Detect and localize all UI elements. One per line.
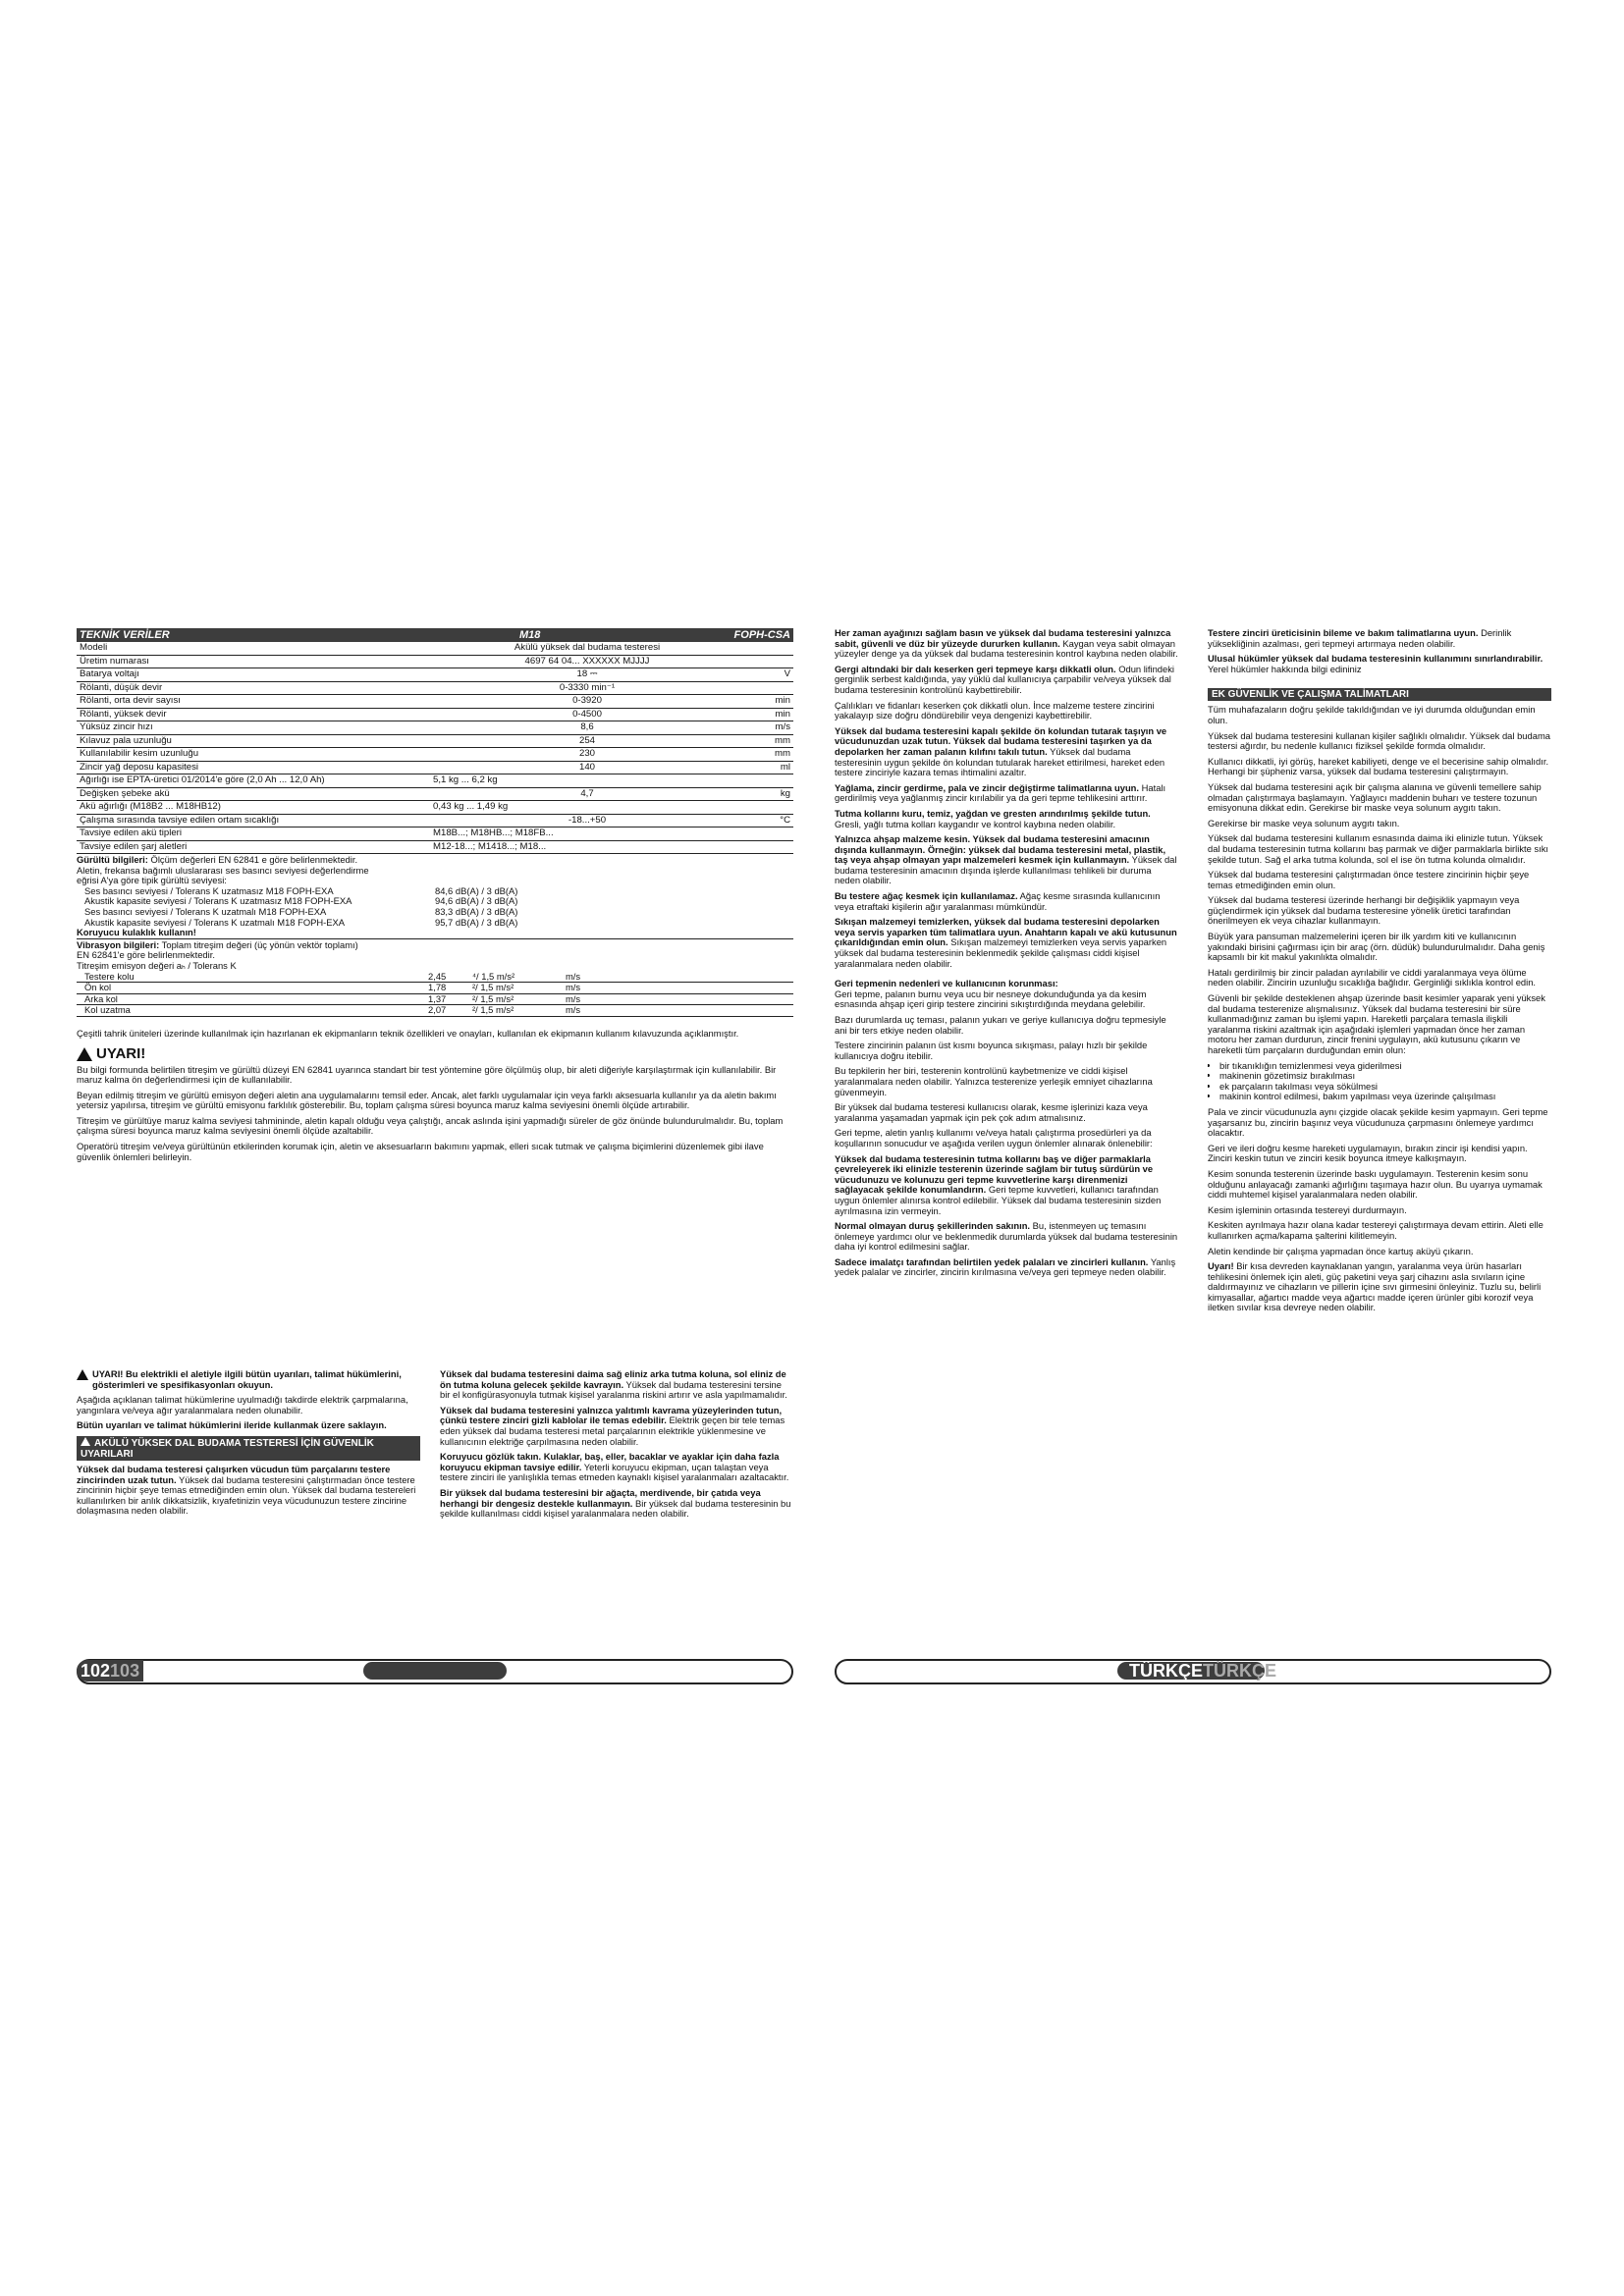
right-a-p7-bold: Yalnızca ahşap malzeme kesin. Yüksek dal budama testeresini amacının dışında kullanmayın. Örneğin: yüksek dal budama testeresini metal, plastik, taş veya ahşap olmayan yapı malzemeleri kesmek için kullanmayın. [835, 833, 1166, 866]
spec-label: Kullanılabilir kesim uzunluğu [80, 748, 199, 759]
right-b-p3: Tüm muhafazaların doğru şekilde takıldığından ve iyi durumda olduğundan emin olun. [1208, 704, 1536, 725]
left-footer [77, 1659, 793, 1684]
vibration-value: 1,37 [428, 992, 447, 1004]
list-item: • makinenin gözetimsiz bırakılması [1219, 1071, 1551, 1082]
right-a-p2-text: Odun lifindeki gerginlik serbest kaldığında, yay yüklü dal kullanıcıya çarpabilir ve/veya yüksek dal budama testeresinin kontrolünü kaybettirebilir. [835, 663, 1174, 695]
left-b-p4-text: Bir yüksek dal budama testeresinin bu şekilde kullanılması ciddi kişisel yaralanmalara neden olabilir. [440, 1497, 791, 1520]
spec-value: 0-3330 min⁻¹ [559, 681, 616, 693]
right-a-p11-text: Bazı durumlarda uç teması, palanın yukarı ve geriye kullanıcıya doğru tepmesiyle ani bir ters etkiye neden olabilir. [835, 1014, 1166, 1036]
warning-p1: Bu bilgi formunda belirtilen titreşim ve gürültü düzeyi EN 62841 uyarınca standart bir test yöntemine göre ölçülmüş olup, bir aleti diğeriyle karşılaştırmak için kullanılabilir. Bir maruz kalma ön değerlendirmesi için de kullanılabilir. [77, 1063, 777, 1086]
right-b-p19: Aletin kendinde bir çalışma yapmadan önce kartuş aküyü çıkarın. [1208, 1245, 1474, 1256]
spec-unit: min [775, 695, 790, 706]
right-a-p10-text: Geri tepme, palanın burnu veya ucu bir nesneye dokunduğunda ya da kesim esnasında ahşap içeri girip testere zincirini sıkıştırdığında meydana gelebilir. [835, 988, 1147, 1010]
right-b-p13: Güvenli bir şekilde desteklenen ahşap üzerinde basit kesimler yaparak yeni yüksek dal budama testerenize alışmalısınız. Yüksek dal budama testeresini bir süre kullanmadığınız zaman bu işlemi yapın. Hareketli parçalara temasla ilişkili yaralanma riskini azaltmak için aşağıdaki işlemleri yapmadan önce her zaman motoru her zaman durdurun, zincir frenini uygulayın, akü kutusunu çıkarın ve hareketli tüm parçaların durduğundan emin olun: [1208, 992, 1545, 1055]
vibration-label: Testere kolu [84, 970, 135, 982]
right-b-p17: Kesim işleminin ortasında testereyi durdurmayın. [1208, 1203, 1407, 1215]
spec-row [77, 815, 793, 828]
left-page [77, 628, 793, 1708]
spec-unit: °C [780, 814, 790, 826]
spec-label: Rölanti, düşük devir [80, 681, 163, 693]
warning-p4: Operatörü titreşim ve/veya gürültünün etkilerinden korumak için, aletin ve aksesuarların bakımını yapmak, elleri sıcak tutmak ve çalışma biçimlerini düzenlemek gibi ilave güvenlik önlemleri belirleyin. [77, 1141, 764, 1162]
vibration-tolerance: ²/ 1,5 m/s² [472, 992, 514, 1004]
left-b-p1-text: Yüksek dal budama testeresini tersine bir el konfigürasyonuyla tutmak kişisel yaralanma riskini artırır ve asla yapılmamalıdır. [440, 1378, 787, 1401]
noise-value: 94,6 dB(A) / 3 dB(A) [435, 895, 518, 907]
spec-row [77, 774, 793, 788]
left-column-b [440, 1369, 793, 1524]
warning-triangle-icon [77, 1369, 88, 1380]
spec-label: Zincir yağ deposu kapasitesi [80, 761, 199, 773]
right-b-p16: Kesim sonunda testerenin üzerinde baskı uygulamayın. Testerenin kesim sonu olduğunu anlayacağı zamanki ağırlığını taşımaya hazır olun. Bu uyarıya uymamak ciddi muhtemel kişisel yaralanmalara neden olabilir. [1208, 1167, 1543, 1201]
left-b-p3-text: Yeterli koruyucu ekipman, uçan talaştan veya testere zinciri ile yanlışlıkla temas etmeden kaynaklı kişisel yaralanmaları azaltacaktır. [440, 1461, 789, 1483]
right-a-p7-text: Yüksek dal budama testeresinin amacının dışında işlerde kullanılması tehlikeli bir duruma neden olabilir. [835, 854, 1177, 886]
noise-label: Ses basıncı seviyesi / Tolerans K uzatmasız M18 FOPH-EXA [84, 885, 334, 896]
vibration-unit: m/s [566, 982, 581, 993]
left-b-p4-bold: Bir yüksek dal budama testeresini bir ağaçta, merdivende, bir çatıda veya herhangi bir dengesiz destekle kullanmayın. [440, 1486, 761, 1509]
warning-triangle-icon [81, 1437, 90, 1446]
spec-unit: kg [780, 787, 790, 799]
noise-block [77, 855, 793, 1040]
spec-unit: ml [780, 761, 790, 773]
spec-header-variant: FOPH-CSA [733, 629, 790, 641]
vibration-text: Titreşim emisyon değeri aₕ / Tolerans K [77, 959, 237, 971]
spec-unit [741, 801, 793, 814]
vibration-unit: m/s [566, 992, 581, 1004]
right-b-p2-bold: Ulusal hükümler yüksek dal budama testeresinin kullanımını sınırlandırabilir. [1208, 653, 1543, 665]
spec-value: 0-4500 [572, 708, 602, 720]
spec-row [77, 788, 793, 802]
language-label-secondary: TÜRKÇE [1203, 1661, 1276, 1681]
general-warning-text: Aşağıda açıklanan talimat hükümlerine uyulmadığı takdirde elektrik çarpmalarına, yangınlara ve/veya ağır yaralanmalara neden olunabilir. [77, 1394, 408, 1415]
vibration-row [77, 1005, 793, 1017]
vibration-value: 1,78 [428, 982, 447, 993]
spec-row [77, 801, 793, 815]
right-b-p12: Hatalı gerdirilmiş bir zincir paladan ayrılabilir ve ciddi yaralanmaya veya ölüme neden olabilir. Zincirin uzunluğu sıcaklığa bağlıdır. Gerginliği sıklıkla kontrol edin. [1208, 966, 1537, 988]
right-b-p10: Yüksek dal budama testeresi üzerinde herhangi bir değişiklik yapmayın veya güçlendirmek için yüksek dal budama testeresine yönelik üretici tarafından önerilmeyen ek veya cihazlar kullanmayın. [1208, 894, 1520, 927]
safety-section-title: AKÜLÜ YÜKSEK DAL BUDAMA TESTERESİ İÇİN GÜVENLİK UYARILARI [81, 1437, 374, 1460]
spec-value: 4,7 [580, 787, 594, 799]
spec-header-title: TEKNİK VERİLER [80, 629, 170, 641]
spec-label: Akü ağırlığı (M18B2 ... M18HB12) [80, 801, 221, 812]
spec-unit [741, 774, 793, 787]
spec-unit: min [775, 708, 790, 720]
language-label-primary: TÜRKÇE [1129, 1661, 1203, 1681]
spec-label: Rölanti, orta devir sayısı [80, 695, 181, 706]
spec-label: Tavsiye edilen akü tipleri [80, 828, 182, 838]
noise-label: Ses basıncı seviyesi / Tolerans K uzatmalı M18 FOPH-EXA [84, 906, 327, 917]
vibration-unit: m/s [566, 970, 581, 982]
accessory-note: Çeşitli tahrik üniteleri üzerinde kullanılmak için hazırlanan ek ekipmanların teknik özellikleri ve onayları, kullanılan ek ekipmanın kullanım kılavuzunda açıklanmıştır. [77, 1027, 739, 1039]
spec-value: -18...+50 [568, 814, 607, 826]
spec-row [77, 642, 793, 656]
warning-p2: Beyan edilmiş titreşim ve gürültü emisyon değeri aletin ana uygulamalarını temsil eder. Ancak, alet farklı uygulamalar için veya farklı aksesuarla kullanılır ya da aletin bakımı yetersiz yapılırsa, titreşim ve gürültü emisyonu farklılık gösterebilir. Bu, toplam çalışma süresi boyunca maruz kalma seviyesini önemli ölçüde artırabilir. [77, 1089, 777, 1111]
general-warning-bold: UYARI! Bu elektrikli el aletiyle ilgili bütün uyarıları, talimat hükümlerini, gösterimleri ve spesifikasyonları okuyun. [92, 1369, 402, 1390]
bullet-list [1208, 1061, 1551, 1102]
noise-title: Gürültü bilgileri: [77, 854, 148, 865]
vibration-label: Ön kol [84, 982, 112, 993]
noise-row [77, 907, 793, 918]
spec-label: Değişken şebeke akü [80, 787, 170, 799]
spec-row [77, 721, 793, 735]
spec-row [77, 841, 793, 855]
vibration-intro: Toplam titreşim değeri (üç yönün vektör toplamı) EN 62841'e göre belirlenmektedir. [77, 938, 358, 961]
vibration-label: Kol uzatma [84, 1004, 131, 1016]
right-b-p18: Keskiten ayrılmaya hazır olana kadar testereyi çalıştırmaya devam ettirin. Aleti elle kullanırken açma/kapama şalterini kilitlemeyin. [1208, 1219, 1543, 1241]
noise-value: 83,3 dB(A) / 3 dB(A) [435, 905, 518, 917]
right-a-p8-text: Ağaç kesme sırasında kullanıcının veya etraftaki kişilerin ağır yaralanması mümkündür. [835, 890, 1161, 912]
spec-value: 0,43 kg ... 1,49 kg [433, 801, 509, 812]
spec-row [77, 656, 793, 669]
spec-row [77, 748, 793, 762]
right-a-p6-text: Gresli, yağlı tutma kolları kaygandır ve kontrol kaybına neden olabilir. [835, 818, 1116, 829]
right-a-p1-text: Kaygan veya sabit olmayan yüzeyler denge ya da yüksek dal budama testeresinin kontrol kaybına neden olabilir. [835, 637, 1178, 660]
noise-label: Akustik kapasite seviyesi / Tolerans K uzatmalı M18 FOPH-EXA [84, 917, 346, 928]
right-b-p5: Kullanıcı dikkatli, iyi görüş, hareket kabiliyeti, denge ve el becerisine sahip olmalıdır. Herhangi bir şüpheniz varsa, yüksek dal budama testeresini çalıştırmayın. [1208, 755, 1549, 777]
extra-safety-section-bar [1208, 688, 1551, 701]
noise-intro: Ölçüm değerleri EN 62841 e göre belirlenmektedir. [150, 854, 358, 865]
spec-unit: V [784, 668, 790, 679]
right-b-p14: Pala ve zincir vücudunuzla aynı çizgide olacak şekilde kesim yapmayın. Geri tepme yaşarsanız bu, zincirin başınız veya vücudunuza çarpmasını önlemeye yardımcı olacaktır. [1208, 1105, 1548, 1139]
right-a-p12-text: Testere zincirinin palanın üst kısmı boyunca sıkışması, palayı hızlı bir şekilde kullanıcıya doğru itebilir. [835, 1040, 1148, 1061]
left-column-a [77, 1369, 420, 1522]
spec-value: 0-3920 [572, 695, 602, 706]
spec-value: 4697 64 04... XXXXXX MJJJJ [524, 655, 650, 667]
list-item: • makinin kontrol edilmesi, bakım yapılması veya üzerinde çalışılması [1219, 1092, 1551, 1102]
spec-value: 140 [578, 761, 595, 773]
vibration-tolerance: ²/ 1,5 m/s² [472, 1004, 514, 1016]
vibration-row [77, 983, 793, 994]
spec-row [77, 735, 793, 749]
right-a-p18-text: Yanlış yedek palalar ve zincirler, zincirin kırılmasına ve/veya geri tepmeye neden olabilir. [835, 1255, 1176, 1278]
right-a-p2-bold: Gergi altındaki bir dalı keserken geri tepmeye karşı dikkatli olun. [835, 663, 1116, 674]
spec-row [77, 828, 793, 841]
right-a-p14-text: Bir yüksek dal budama testeresi kullanıcısı olarak, kesme işlerinizi kaza veya yaralanma yaşamadan yapmak için pek çok adım atmalısınız. [835, 1101, 1148, 1123]
list-item: • bir tıkanıklığın temizlenmesi veya giderilmesi [1219, 1061, 1551, 1072]
vibration-value: 2,07 [428, 1004, 447, 1016]
right-a-p16-text: Geri tepme kuvvetleri, kullanıcı tarafından uygun önlemler alınırsa kontrol edilebilir. Yüksek dal budama testeresinin sizden ayrılmasına izin vermeyin. [835, 1184, 1162, 1216]
right-b-p1-bold: Testere zinciri üreticisinin bileme ve bakım talimatlarına uyun. [1208, 628, 1479, 638]
spec-label: Çalışma sırasında tavsiye edilen ortam sıcaklığı [80, 814, 280, 826]
spec-label: Rölanti, yüksek devir [80, 708, 167, 720]
vibration-label: Arka kol [84, 992, 118, 1004]
spec-value: Akülü yüksek dal budama testeresi [514, 642, 661, 653]
spec-label: Batarya voltajı [80, 668, 139, 679]
right-a-p17-text: Bu, istenmeyen uç temasını önlemeye yardımcı olur ve beklenmedik durumlarda yüksek dal budama testeresinin daha iyi kontrol edilmesini sağlar. [835, 1220, 1178, 1253]
right-a-p5-text: Hatalı gerdirilmiş veya yağlanmış zincir kırılabilir ya da geri tepme tehlikesini arttırır. [835, 781, 1166, 804]
left-a-p1-text: Yüksek dal budama testeresini çalıştırmadan önce testere zincirinin hiçbir şeye temas etmediğinden emin olun. Yüksek dal budama testereleri kullanılırken bir anlık dikkatsizlik, kıyafetinizin veya vücudunuzun testere zincirine dolaşmasına neden olabilir. [77, 1473, 416, 1517]
spec-label: Ağırlığı ise EPTA-üretici 01/2014'e göre (2,0 Ah ... 12,0 Ah) [80, 774, 325, 785]
spec-value: 18 ⎓ [576, 668, 598, 679]
spec-value: 8,6 [580, 721, 594, 732]
noise-table [77, 886, 793, 928]
spec-unit [741, 642, 793, 655]
ear-protection-note: Koruyucu kulaklık kullanın! [77, 927, 196, 938]
spec-row [77, 682, 793, 696]
noise-label: Akustik kapasite seviyesi / Tolerans K uzatmasız M18 FOPH-EXA [84, 896, 352, 907]
spec-value: 230 [578, 748, 595, 759]
warning-block [77, 1065, 793, 1163]
spec-table-header [77, 628, 793, 642]
right-b-p9: Yüksek dal budama testeresini çalıştırmadan önce testere zincirinin hiçbir şeye temas etmediğinden emin olun. [1208, 869, 1530, 890]
right-a-p10-bold: Geri tepmenin nedenleri ve kullanıcının korunması: [835, 978, 1058, 989]
right-a-p3-text: Çalılıkları ve fidanları keserken çok dikkatli olun. İnce malzeme testere zincirini yakalayıp size doğru döndürebilir veya dengenizi kaybettirebilir. [835, 699, 1155, 721]
footer-bar-fill [363, 1662, 507, 1680]
spec-label: Modeli [80, 642, 108, 653]
spec-label: Üretim numarası [80, 655, 149, 667]
right-a-p16-bold: Yüksek dal budama testeresinin tutma kollarını baş ve diğer parmaklarla çevreleyerek iki elinizle testerenin üzerinde sağlam bir tutuş sürdürün ve vücudunuzu ve kolunuzu geri tepme kuvvetlerine karşı direnmenizi sağlayacak şekilde konumlandırın. [835, 1152, 1154, 1196]
spec-label: Tavsiye edilen şarj aletleri [80, 840, 188, 852]
extra-safety-section-title: EK GÜVENLİK VE ÇALIŞMA TALİMATLARI [1212, 689, 1409, 701]
spec-table [77, 642, 793, 854]
right-b-p20-text: Bir kısa devreden kaynaklanan yangın, yaralanma veya ürün hasarları tehlikesini önlemek için aleti, güç paketini veya şarj cihazını asla sıvıların içine daldırmayınız ve cihazların ve pillerin içine sıvı girmesini önleyiniz. Tuzlu su, belirli kimyasallar, ağartıcı madde veya ağartıcı madde içeren ürünler gibi korozif veya iletken sıvılar kısa devreye neden olabilir. [1208, 1260, 1542, 1313]
right-a-p17-bold: Normal olmayan duruş şekillerinden sakının. [835, 1220, 1031, 1232]
right-a-p4-text: Yüksek dal budama testeresinin uygun şekilde ön kolundan tutularak hareket ettirilmesi, hareket eden testere zinciriyle kazara temas ihtimalini azaltır. [835, 745, 1165, 778]
right-b-p15: Geri ve ileri doğru kesme hareketi uygulamayın, bırakın zincir işi kendisi yapın. Zinciri keskin tutun ve zinciri kesik boyunca itmeye kalkışmayın. [1208, 1142, 1528, 1164]
spec-row [77, 762, 793, 775]
right-b-p7: Gerekirse bir maske veya solunum aygıtı takın. [1208, 817, 1400, 828]
right-a-p6-bold: Tutma kollarını kuru, temiz, yağdan ve gresten arındırılmış şekilde tutun. [835, 807, 1151, 819]
spec-unit: mm [775, 734, 790, 746]
spec-unit [741, 682, 793, 695]
right-footer [835, 1659, 1551, 1684]
warning-triangle-icon [77, 1047, 92, 1061]
spec-unit [741, 656, 793, 668]
safety-section-bar [77, 1436, 420, 1461]
page-number [77, 1660, 143, 1682]
left-b-p1-bold: Yüksek dal budama testeresini daima sağ eliniz arka tutma koluna, sol eliniz de ön tutma koluna gelecek şekilde kavrayın. [440, 1369, 786, 1390]
noise-value: 95,7 dB(A) / 3 dB(A) [435, 916, 518, 928]
spec-label: Yüksüz zincir hızı [80, 721, 153, 732]
spec-value: M12-18...; M1418...; M18... [433, 840, 547, 852]
warning-heading [77, 1044, 793, 1062]
right-a-p9-bold: Sıkışan malzemeyi temizlerken, yüksek dal budama testeresini depolarken veya servis yaparken tüm talimatlara uyun. Anahtarın kapalı ve akü kutusunun çıkarıldığından emin olun. [835, 916, 1177, 948]
noise-value: 84,6 dB(A) / 3 dB(A) [435, 884, 518, 896]
left-b-p3-bold: Koruyucu gözlük takın. Kulaklar, baş, eller, bacaklar ve ayaklar için daha fazla koruyucu ekipman tavsiye edilir. [440, 1451, 780, 1472]
spec-unit: mm [775, 748, 790, 759]
spec-value: 254 [578, 734, 595, 746]
right-a-p5-bold: Yağlama, zincir gerdirme, pala ve zincir değiştirme talimatlarına uyun. [835, 781, 1140, 793]
spec-value: 5,1 kg ... 6,2 kg [433, 774, 498, 785]
warning-p3: Titreşim ve gürültüye maruz kalma seviyesi tahmininde, aletin kapalı olduğu veya çalıştığı, ancak aslında işini yapmadığı süreler de göz önünde bulundurulmalıdır. Bu, toplam çalışma süresi boyunca maruz kalma seviyesini önemli ölçüde azaltabilir. [77, 1114, 784, 1137]
vibration-title: Vibrasyon bilgileri: [77, 938, 160, 950]
spec-header-model: M18 [519, 629, 541, 641]
right-a-p18-bold: Sadece imalatçı tarafından belirtilen yedek palaları ve zincirleri kullanın. [835, 1255, 1149, 1267]
list-item: • ek parçaların takılması veya sökülmesi [1219, 1082, 1551, 1093]
vibration-tolerance: ²/ 1,5 m/s² [472, 982, 514, 993]
right-a-p4-bold: Yüksek dal budama testeresini kapalı şekilde ön kolundan tutarak taşıyın ve vücudunuzdan uzak tutun. Yüksek dal budama testeresini taşırken ya da depolarken her zaman palanın kılıfını takılı tutun. [835, 724, 1167, 757]
right-column-b [1208, 628, 1551, 1318]
left-b-p2-bold: Yüksek dal budama testeresini yalnızca yalıtımlı kavrama yüzeylerinden tutun, çünkü testere zinciri gizli kablolar ile temas edebilir. [440, 1404, 783, 1426]
vibration-unit: m/s [566, 1004, 581, 1016]
left-a-p1-bold: Yüksek dal budama testeresi çalışırken vücudun tüm parçalarını testere zincirinden uzak tutun. [77, 1463, 391, 1485]
spec-unit [741, 828, 793, 840]
right-b-p4: Yüksek dal budama testeresini kullanan kişiler sağlıklı olmalıdır. Yüksek dal budama testersi ağırdır, bu nedenle kullanıcı fiziksel şekilde formda olmalıdır. [1208, 729, 1550, 752]
right-b-p2-text: Yerel hükümler hakkında bilgi edininiz [1208, 663, 1362, 674]
right-b-p11: Büyük yara pansuman malzemelerini içeren bir ilk yardım kiti ve kullanıcının yakındaki birisini çağırması için bir araç (örn. düdük) bulundurulmalıdır. Daha geniş kapsamlı bir kit makul yakınlıkta olmalıdır. [1208, 931, 1545, 963]
spec-unit [741, 841, 793, 854]
page-number-left: 102 [81, 1661, 111, 1681]
page-number-left-secondary: 103 [110, 1661, 140, 1681]
language-label [1129, 1660, 1276, 1682]
noise-text: Aletin, frekansa bağımlı uluslararası ses basıncı seviyesi değerlendirme eğrisi A'ya göre tipik gürültü seviyesi: [77, 864, 369, 886]
right-a-p8-bold: Bu testere ağaç kesmek için kullanılamaz. [835, 890, 1018, 902]
spec-row [77, 695, 793, 709]
spec-row [77, 709, 793, 722]
spec-value: M18B...; M18HB...; M18FB... [433, 828, 554, 838]
vibration-value: 2,45 [428, 970, 447, 982]
spec-row [77, 668, 793, 682]
left-b-p2-text: Elektrik geçen bir tele temas eden yüksek dal budama testeresi metal parçalarının elektrikle yüklenmesine ve kullanıcının elektriğe çarpılmasına neden olabilir. [440, 1415, 785, 1447]
vibration-table [77, 972, 793, 1017]
keep-instructions: Bütün uyarıları ve talimat hükümlerini ileride kullanmak üzere saklayın. [77, 1419, 387, 1431]
right-page [835, 628, 1551, 1708]
spec-section [77, 628, 793, 1167]
warning-title: UYARI! [96, 1044, 146, 1062]
right-b-p20-bold: Uyarı! [1208, 1260, 1234, 1272]
spec-label: Kılavuz pala uzunluğu [80, 734, 172, 746]
right-a-p1-bold: Her zaman ayağınızı sağlam basın ve yüksek dal budama testeresini yalnızca sabit, güvenli ve düz bir yüzeyde dururken kullanın. [835, 628, 1171, 649]
right-b-p1-text: Derinlik yüksekliğinin azalması, geri tepmeyi artırmaya neden olabilir. [1208, 628, 1512, 649]
right-column-a [835, 628, 1178, 1283]
right-a-p15-text: Geri tepme, aletin yanlış kullanımı ve/veya hatalı çalıştırma prosedürleri ya da koşullarının sonucudur ve aşağıda verilen uygun önlemler alınarak önlenebilir: [835, 1127, 1153, 1148]
vibration-tolerance: ⁴/ 1,5 m/s² [472, 970, 515, 982]
right-a-p9-text: Sıkışan malzemeyi temizlerken veya servis yaparken yüksek dal budama testeresinin beklenmedik şekilde çalışması ciddi kişisel yaralanmalara neden olabilir. [835, 936, 1167, 969]
right-a-p13-text: Bu tepkilerin her biri, testerenin kontrolünü kaybetmenize ve ciddi kişisel yaralanmalara neden olabilir. Yalnızca testerenize yerleşik emniyet cihazlarına güvenmeyin. [835, 1065, 1153, 1097]
right-b-p6: Yüksek dal budama testeresini açık bir çalışma alanına ve güvenli temellere sahip olmadan çalıştırmaya başlamayın. Yağlayıcı maddenin buharı ve testere tozunun emisyonuna dikkat edin. Gerekirse bir maske veya solunum aygıtı takın. [1208, 780, 1542, 814]
right-b-p8: Yüksek dal budama testeresini kullanım esnasında daima iki elinizle tutun. Yüksek dal budama testeresinin tutma kollarını baş parmak ve diğer parmaklarla birlikte sıkı şekilde tutun. Sağ el arka tutma kolunda, sol el ise ön tutma kolunda olmalıdır. [1208, 832, 1549, 865]
spec-unit: m/s [775, 721, 790, 732]
